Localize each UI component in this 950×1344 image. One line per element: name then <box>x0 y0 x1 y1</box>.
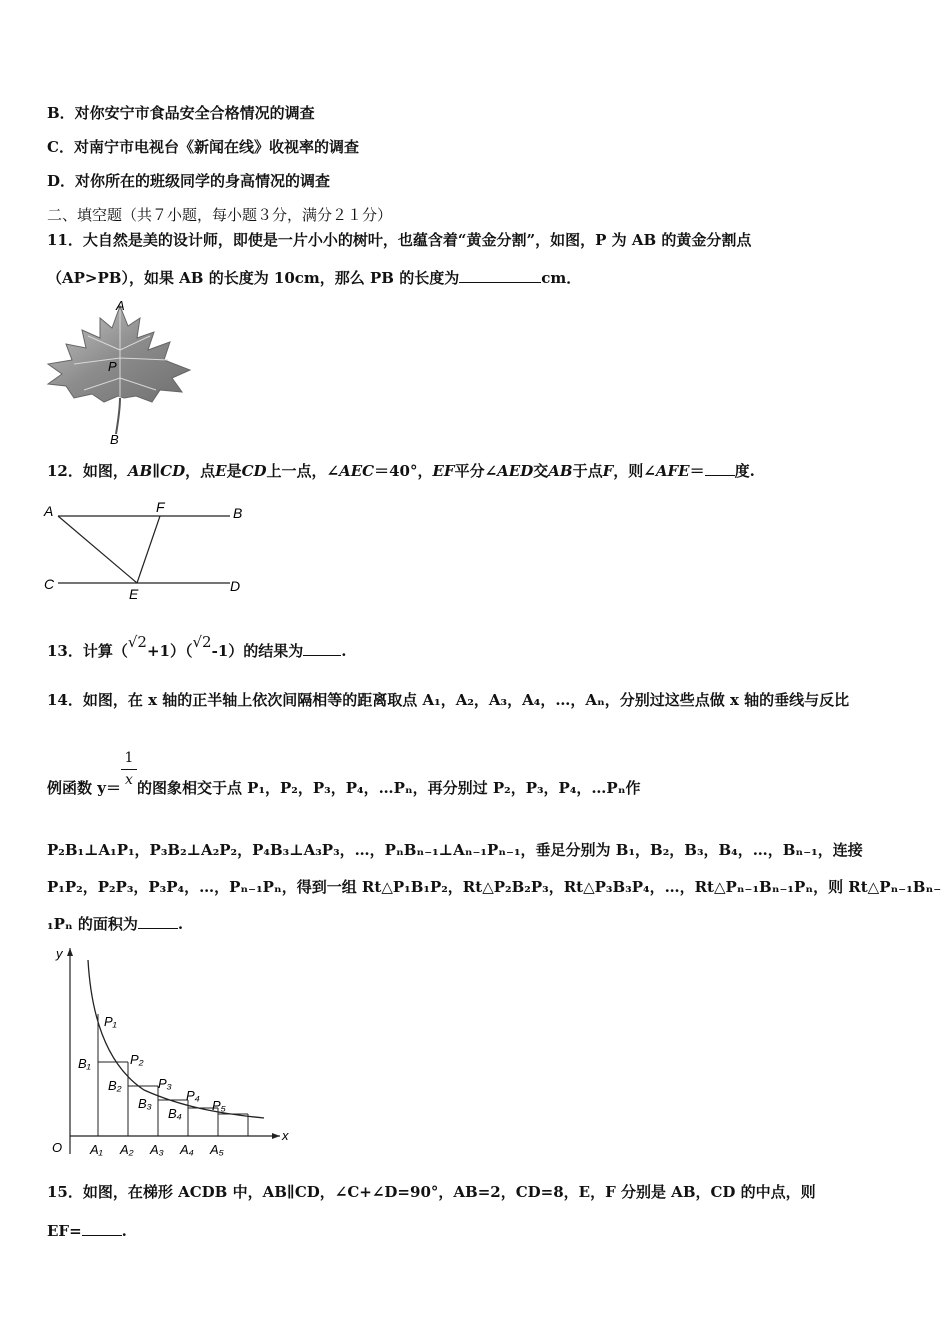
label-p4: P₄ <box>186 1088 200 1103</box>
label-y: y <box>56 946 63 961</box>
q14-line3: P₂B₁⊥A₁P₁，P₃B₂⊥A₂P₂，P₄B₃⊥A₃P₃，…，PₙBₙ₋₁⊥Aₙ₋₁Pₙ₋₁，垂足分别为 B₁，B₂，B₃，B₄，…，Bₙ₋₁，连接 <box>47 841 863 859</box>
q14-line5 <box>47 913 183 934</box>
label-p3: P₃ <box>158 1076 172 1091</box>
segment-ae <box>58 516 137 583</box>
q15-line2 <box>47 1220 127 1241</box>
label-p: P <box>108 359 117 374</box>
q12-parallel-sign: ∥ <box>152 462 161 480</box>
q12-seg-cd: CD <box>241 462 267 480</box>
q12-seg-ab: AB <box>127 462 153 480</box>
label-p5: P₅ <box>212 1098 226 1113</box>
q12-text: ＝40°， <box>374 462 433 480</box>
parallel-lines-figure <box>40 498 255 606</box>
x-axis-arrow <box>272 1133 280 1139</box>
label-b4: B₄ <box>168 1106 182 1121</box>
q14-answer-blank[interactable] <box>138 913 178 929</box>
q14-text: 例函数 y＝ <box>47 779 121 797</box>
option-d: D．对你所在的班级同学的身高情况的调查 <box>47 172 331 190</box>
section-heading: 二、填空题（共７小题，每小题３分，满分２１分） <box>47 206 393 224</box>
label-p1: P₁ <box>104 1014 117 1029</box>
inverse-function-figure <box>44 940 294 1170</box>
q12-point-f: F <box>602 462 614 480</box>
label-b3: B₃ <box>138 1096 152 1111</box>
fraction-numerator: 1 <box>124 750 134 766</box>
q14-text: 的图象相交于点 P₁，P₂，P₃，P₄，…Pₙ，再分别过 P₂，P₃，P₄，…Pₙ作 <box>136 779 641 797</box>
q13-text: 13．计算（ <box>47 642 128 660</box>
label-b2: B₂ <box>108 1078 122 1093</box>
q12-text: ，则∠ <box>613 462 656 480</box>
q12-text: 上一点，∠ <box>266 462 340 480</box>
q15-text: EF= <box>47 1222 82 1240</box>
fraction-one-over-x <box>121 750 137 788</box>
q14-text: . <box>177 915 184 933</box>
q15-text: . <box>121 1222 127 1240</box>
q12-seg-ab: AB <box>548 462 573 480</box>
q15-line1: 15．如图，在梯形 ACDB 中，AB∥CD，∠C+∠D=90°，AB=2，CD=8，E，F 分别是 AB，CD 的中点，则 <box>47 1183 816 1201</box>
label-a: A <box>116 298 125 313</box>
q12-text: 平分∠ <box>454 462 498 480</box>
label-a2: A₂ <box>120 1142 134 1157</box>
q14-text: ₁Pₙ 的面积为 <box>47 915 138 933</box>
q14-line2 <box>47 750 640 800</box>
q12-unit: 度. <box>734 462 755 480</box>
label-d: D <box>230 578 241 594</box>
q12-line <box>47 460 755 481</box>
q12-text: 是 <box>226 462 242 480</box>
q11-line1: 11．大自然是美的设计师，即使是一片小小的树叶，也蕴含着“黄金分割”，如图，P 为 AB 的黄金分割点 <box>47 231 752 249</box>
q12-answer-blank[interactable] <box>705 460 735 476</box>
label-c: C <box>44 576 55 592</box>
label-p2: P₂ <box>130 1052 144 1067</box>
label-b: B <box>233 505 243 521</box>
q14-line4: P₁P₂，P₂P₃，P₃P₄，…，Pₙ₋₁Pₙ，得到一组 Rt△P₁B₁P₂，Rt△P₂B₂P₃，Rt△P₃B₃P₄，…，Rt△Pₙ₋₁Bₙ₋₁Pₙ，则 Rt△Pₙ₋₁Bₙ₋ <box>47 878 942 896</box>
q12-seg-cd: CD <box>160 462 186 480</box>
q11-line2 <box>47 267 581 288</box>
q11-unit: cm． <box>541 269 582 287</box>
option-b: B．对你安宁市食品安全合格情况的调查 <box>47 104 315 122</box>
q12-text: ＝ <box>689 462 705 480</box>
q12-text: 于点 <box>572 462 603 480</box>
q14-line1: 14．如图，在 x 轴的正半轴上依次间隔相等的距离取点 A₁，A₂，A₃，A₄，…，Aₙ，分别过这些点做 x 轴的垂线与反比 <box>47 691 850 709</box>
label-a3: A₃ <box>150 1142 164 1157</box>
label-b1: B₁ <box>78 1056 91 1071</box>
q15-answer-blank[interactable] <box>82 1220 122 1236</box>
q12-number: 12．如图， <box>47 462 128 480</box>
label-x: x <box>282 1128 289 1143</box>
q12-text: 交 <box>533 462 549 480</box>
q11-line2-text: （AP>PB），如果 AB 的长度为 10cm，那么 PB 的长度为 <box>47 269 460 287</box>
q13-text: -1）的结果为 <box>211 642 304 660</box>
label-a: A <box>44 503 54 519</box>
q12-angle-aed: AED <box>497 462 534 480</box>
q12-seg-ef: EF <box>432 462 455 480</box>
q12-text: ，点 <box>185 462 216 480</box>
maple-leaf-figure <box>44 298 194 448</box>
q13-answer-blank[interactable] <box>303 640 341 656</box>
q12-angle-afe: AFE <box>655 462 690 480</box>
q12-point-e: E <box>215 462 227 480</box>
option-c: C．对南宁市电视台《新闻在线》收视率的调查 <box>47 138 359 156</box>
label-a4: A₄ <box>180 1142 194 1157</box>
q12-angle-aec: AEC <box>339 462 375 480</box>
sqrt-two: √2 <box>192 633 212 651</box>
q13-text: +1）（ <box>146 642 193 660</box>
label-e: E <box>129 586 139 602</box>
curve-y-1-over-x <box>88 960 264 1118</box>
label-f: F <box>156 499 165 515</box>
fraction-denominator: x <box>121 769 137 788</box>
label-a1: A₁ <box>90 1142 103 1157</box>
leaf-stem <box>116 398 120 434</box>
label-a5: A₅ <box>210 1142 224 1157</box>
q13-text: . <box>341 642 347 660</box>
sqrt-two: √2 <box>127 633 147 651</box>
segment-fe <box>137 516 160 583</box>
q13-line <box>47 633 347 661</box>
leaf-shape <box>48 306 190 402</box>
q11-answer-blank[interactable] <box>459 267 541 283</box>
label-origin: O <box>52 1140 63 1155</box>
label-b: B <box>110 432 119 447</box>
y-axis-arrow <box>67 948 73 956</box>
